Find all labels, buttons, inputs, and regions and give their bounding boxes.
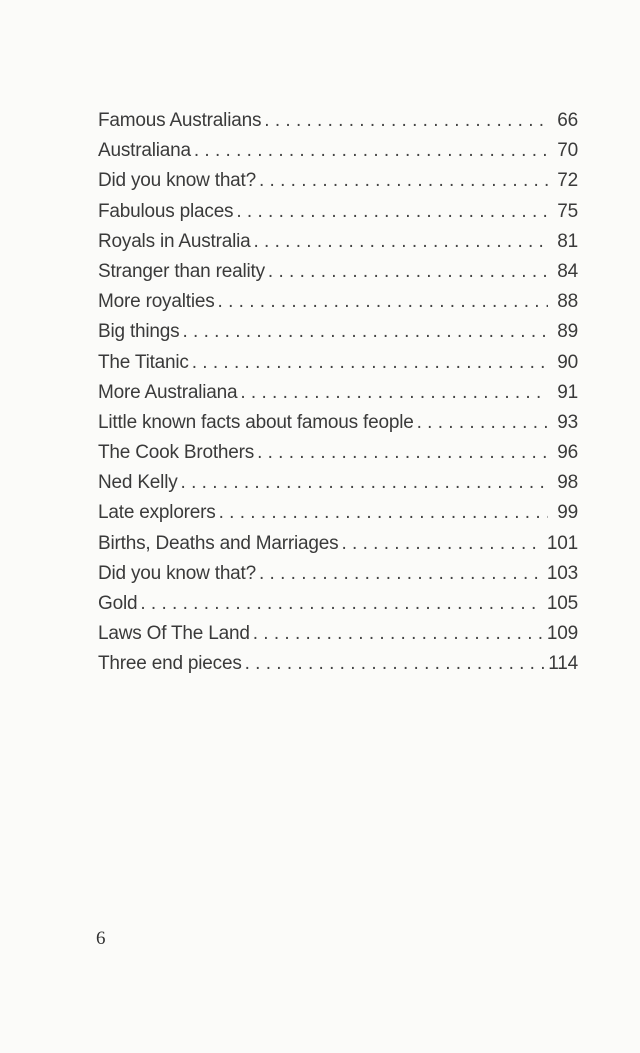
toc-entry-page: 98	[557, 472, 578, 494]
toc-entry	[98, 472, 578, 502]
toc-entry	[98, 412, 578, 442]
toc-entry-title: Late explorers	[98, 502, 216, 524]
toc-entry-title: Royals in Australia	[98, 230, 251, 252]
toc-entry-page: 103	[546, 562, 578, 584]
toc-dot-leader	[254, 231, 549, 253]
toc-dot-leader	[194, 140, 548, 162]
toc-entry-title: Ned Kelly	[98, 472, 178, 494]
toc-entry-page: 91	[557, 381, 578, 403]
toc-dot-leader	[341, 533, 542, 555]
toc-entry-page: 72	[557, 170, 578, 192]
toc-dot-leader	[259, 563, 543, 585]
toc-dot-leader	[268, 261, 548, 283]
toc-entry-page: 101	[546, 532, 578, 554]
toc-dot-leader	[259, 170, 548, 192]
toc-entry-title: The Cook Brothers	[98, 442, 255, 464]
toc-entry-title: Stranger than reality	[98, 260, 265, 282]
toc-entry-title: Little known facts about famous feople	[98, 411, 414, 433]
toc-entry-title: Did you know that?	[98, 170, 256, 192]
toc-dot-leader	[417, 412, 548, 434]
toc-entry	[98, 653, 578, 683]
toc-entry-title: More Australiana	[98, 381, 238, 403]
toc-entry	[98, 140, 578, 170]
toc-entry-page: 114	[548, 653, 578, 675]
toc-entry	[98, 442, 578, 472]
toc-dot-leader	[192, 352, 548, 374]
toc-entry	[98, 533, 578, 563]
toc-entry-title: Big things	[98, 321, 180, 343]
toc-entry-title: Laws Of The Land	[98, 623, 250, 645]
toc-entry-title: More royalties	[98, 291, 215, 313]
toc-entry	[98, 382, 578, 412]
toc-entry-title: Australiana	[98, 140, 191, 162]
toc-entry-page: 96	[557, 442, 578, 464]
toc-entry-page: 90	[557, 351, 578, 373]
toc-dot-leader	[264, 110, 548, 132]
toc-entry-title: Famous Australians	[98, 110, 262, 131]
page-number: 6	[96, 928, 106, 949]
toc-entry-title: Births, Deaths and Marriages	[98, 532, 339, 554]
toc-entry-page: 84	[557, 260, 578, 282]
toc-entry-page: 93	[557, 411, 578, 433]
toc-entry-page: 75	[557, 200, 578, 222]
toc-entry-title: Fabulous places	[98, 200, 234, 222]
toc-dot-leader	[240, 382, 548, 404]
toc-entry-page: 99	[557, 502, 578, 524]
toc-entry	[98, 261, 578, 291]
toc-entry-page: 70	[557, 140, 578, 162]
toc-dot-leader	[219, 502, 548, 524]
toc-entry-page: 89	[557, 321, 578, 343]
toc-entry	[98, 170, 578, 200]
toc-entry-page: 66	[557, 110, 578, 131]
toc-dot-leader	[218, 291, 548, 313]
toc-entry	[98, 352, 578, 382]
toc-dot-leader	[182, 321, 548, 343]
toc-entry-title: Did you know that?	[98, 562, 256, 584]
toc-entry-page: 105	[546, 593, 578, 614]
toc-entry	[98, 502, 578, 532]
toc-entry-page: 109	[546, 623, 578, 645]
toc-entry-title: Three end pieces	[98, 653, 242, 675]
toc-entry	[98, 563, 578, 593]
toc-entry	[98, 623, 578, 653]
table-of-contents	[98, 110, 578, 684]
toc-entry	[98, 291, 578, 321]
toc-dot-leader	[245, 653, 545, 675]
toc-dot-leader	[253, 623, 543, 645]
toc-entry	[98, 110, 578, 140]
toc-dot-leader	[257, 442, 548, 464]
toc-dot-leader	[140, 593, 543, 615]
toc-entry-page: 88	[557, 291, 578, 313]
toc-entry	[98, 231, 578, 261]
toc-dot-leader	[236, 201, 548, 223]
toc-entry	[98, 201, 578, 231]
toc-entry-title: Gold	[98, 593, 138, 614]
toc-entry-page: 81	[557, 230, 578, 252]
toc-entry	[98, 321, 578, 351]
toc-dot-leader	[181, 472, 548, 494]
toc-entry	[98, 593, 578, 623]
toc-entry-title: The Titanic	[98, 351, 189, 373]
